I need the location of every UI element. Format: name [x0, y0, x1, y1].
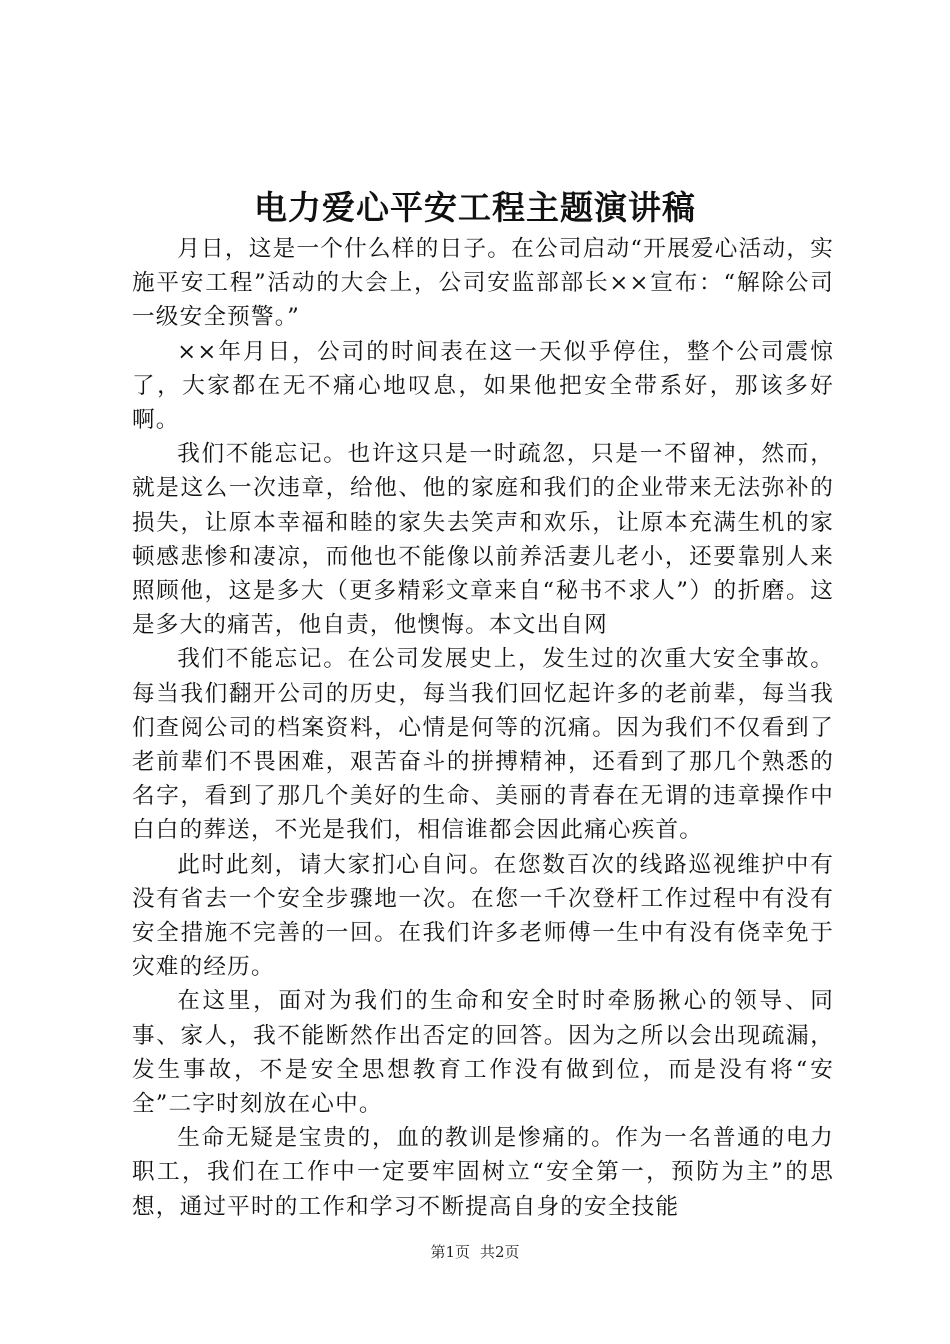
document-body [132, 232, 834, 1224]
paragraph-7: 生命无疑是宝贵的，血的教训是惨痛的。作为一名普通的电力职工，我们在工作中一定要牢固树立“安全第一，预防为主”的思想，通过平时的工作和学习不断提高自身的安全技能 [132, 1125, 834, 1220]
paragraph-3: 我们不能忘记。也许这只是一时疏忽，只是一不留神，然而，就是这么一次违章，给他、他的家庭和我们的企业带来无法弥补的损失，让原本幸福和睦的家失去笑声和欢乐，让原本充满生机的家顿感悲惨和凄凉，而他也不能像以前养活妻儿老小，还要靠别人来照顾他，这是多大（更多精彩文章来自“秘书不求人”）的折磨。这是多大的痛苦，他自责，他懊悔。本文出自网 [132, 441, 834, 639]
page-footer [0, 1242, 950, 1262]
paragraph-2: ××年月日，公司的时间表在这一天似乎停住，整个公司震惊了，大家都在无不痛心地叹息，如果他把安全带系好，那该多好啊。 [132, 338, 834, 434]
paragraph-5: 此时此刻，请大家扪心自问。在您数百次的线路巡视维护中有没有省去一个安全步骤地一次。在您一千次登杆工作过程中有没有安全措施不完善的一回。在我们许多老师傅一生中有没有侥幸免于灾难的经历。 [132, 851, 834, 981]
document-title: 电力爱心平安工程主题演讲稿 [254, 188, 696, 227]
paragraph-4: 我们不能忘记。在公司发展史上，发生过的次重大安全事故。每当我们翻开公司的历史，每当我们回忆起许多的老前辈，每当我们查阅公司的档案资料，心情是何等的沉痛。因为我们不仅看到了老前辈们不畏困难，艰苦奋斗的拼搏精神，还看到了那几个熟悉的名字，看到了那几个美好的生命、美丽的青春在无谓的违章操作中白白的葬送，不光是我们，相信谁都会因此痛心疾首。 [132, 646, 834, 844]
page-total: 共2页 [480, 1243, 520, 1261]
paragraph-1: 月日，这是一个什么样的日子。在公司启动“开展爱心活动，实施平安工程”活动的大会上，公司安监部部长××宣布：“解除公司一级安全预警。” [132, 236, 834, 331]
page-number: 第1页 [430, 1243, 470, 1261]
paragraph-6: 在这里，面对为我们的生命和安全时时牵肠揪心的领导、同事、家人，我不能断然作出否定的回答。因为之所以会出现疏漏，发生事故，不是安全思想教育工作没有做到位，而是没有将“安全”二字时刻放在心中。 [132, 988, 834, 1118]
